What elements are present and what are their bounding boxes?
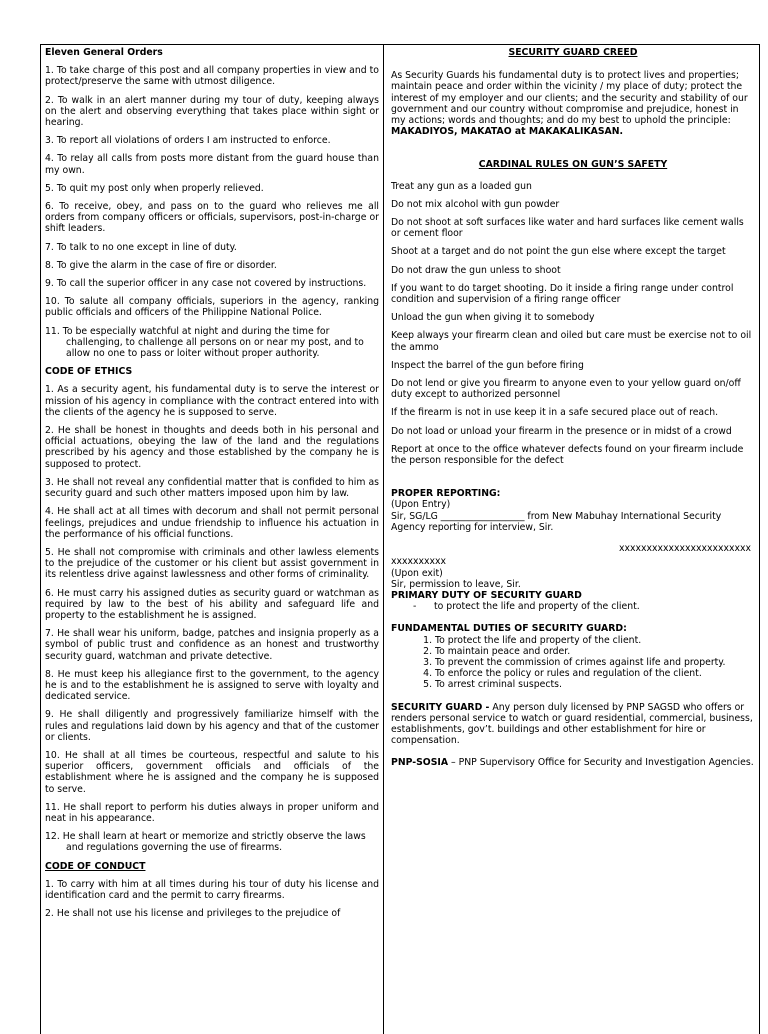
fundamental-duty-item: 5. To arrest criminal suspects. <box>435 679 755 690</box>
reporting-entry-line: Sir, SG/LG __________________ from New Mabuhay International Security Agency reporting for interview, Sir. <box>391 510 722 533</box>
gun-rule-item: Report at once to the office whatever defects found on your firearm include the person responsible for the defect <box>391 443 744 467</box>
conduct-item: 2. He shall not use his license and privileges to the prejudice of <box>45 908 341 920</box>
fundamental-duties-title: FUNDAMENTAL DUTIES OF SECURITY GUARD: <box>391 623 627 635</box>
gun-rule-item: If you want to do target shooting. Do it inside a firing range under control condition and supervision of a firing range officer <box>391 282 734 306</box>
general-order-item: 9. To call the superior officer in any case not covered by instructions. <box>45 278 367 290</box>
creed-motto: MAKADIYOS, MAKATAO at MAKAKALIKASAN. <box>391 126 624 138</box>
reporting-entry-label: (Upon Entry) <box>391 499 451 511</box>
gun-rule-item: Do not lend or give you firearm to anyone even to your yellow guard on/off duty except to authorized personnel <box>391 378 741 401</box>
gun-rule-item: If the firearm is not in use keep it in a safe secured place out of reach. <box>391 407 719 419</box>
ethics-item: 10. He shall at all times be courteous, respectful and salute to his superior officers, government officials and officials of the establishment where he is assigned and the company he is supposed to serve. <box>45 749 379 795</box>
gun-rule-item: Unload the gun when giving it to somebody <box>391 312 595 324</box>
gun-rule-item: Do not shoot at soft surfaces like water and hard surfaces like cement walls or cement floor <box>391 217 744 240</box>
reporting-separator-long: xxxxxxxxxxxxxxxxxxxxxxxx <box>618 543 751 555</box>
gun-rule-item: Shoot at a target and do not point the gun else where except the target <box>391 246 726 258</box>
general-order-item: 5. To quit my post only when properly relieved. <box>45 182 264 194</box>
general-order-item: 10. To salute all company officials, superiors in the agency, ranking public officials and officers of the Philippine National Police. <box>45 296 379 319</box>
reporting-exit-label: (Upon exit) <box>391 567 443 579</box>
pnp-sosia-term: PNP-SOSIA <box>391 757 449 769</box>
ethics-item: 1. As a security agent, his fundamental duty is to serve the interest or mission of his agency in compliance with the contract entered into with the clients of the agency he is supposed to serve. <box>45 384 379 418</box>
general-order-item: 4. To relay all calls from posts more distant from the guard house than my own. <box>45 153 379 176</box>
reporting-separator-short: xxxxxxxxxx <box>391 556 447 568</box>
conduct-item: 1. To carry with him at all times during his tour of duty his license and identification card and the permit to carry firearms. <box>45 878 379 901</box>
ethics-item: 12. He shall learn at heart or memorize and strictly observe the laws and regulations governing the use of firearms. <box>45 831 366 854</box>
general-order-item: 7. To talk to no one except in line of duty. <box>45 241 237 253</box>
code-of-ethics-title: CODE OF ETHICS <box>45 366 133 378</box>
fundamental-duties-list <box>391 635 755 691</box>
security-guard-def-text: Any person duly licensed by PNP SAGSD who offers or renders personal service to watch or guard residential, commercial, business, establishments, gov’t. buildings and other establishment for hire or compensation. <box>391 701 753 747</box>
primary-duty-title: PRIMARY DUTY OF SECURITY GUARD <box>391 589 582 601</box>
gun-rule-item: Keep always your firearm clean and oiled but care must be exercise not to oil the ammo <box>391 330 752 353</box>
fundamental-duty-item: 3. To prevent the commission of crimes against life and property. <box>435 657 755 668</box>
fundamental-duty-item: 2. To maintain peace and order. <box>435 646 755 657</box>
security-guard-term: SECURITY GUARD - <box>391 701 490 713</box>
ethics-item: 11. He shall report to perform his duties always in proper uniform and neat in his appearance. <box>45 801 379 824</box>
document-page <box>40 44 760 1034</box>
fundamental-duty-item: 4. To enforce the policy or rules and regulation of the client. <box>435 668 755 679</box>
general-orders-title: Eleven General Orders <box>45 47 163 58</box>
general-order-item: 2. To walk in an alert manner during my tour of duty, keeping always on the alert and observing everything that takes place within sight or hearing. <box>45 94 379 129</box>
left-column <box>41 45 384 1034</box>
general-order-item: 1. To take charge of this post and all company properties in view and to protect/preserve the same with utmost diligence. <box>45 65 379 88</box>
security-guard-definition <box>391 702 755 747</box>
general-order-item: 6. To receive, obey, and pass on to the guard who relieves me all orders from company officers or officials, supervisors, post-in-charge or shift leaders. <box>45 201 379 235</box>
ethics-item: 4. He shall act at all times with decorum and shall not permit personal feelings, prejudices and undue friendship to influence his actuation in the performance of his official functions. <box>45 506 379 540</box>
primary-duty-text: to protect the life and property of the client. <box>434 601 640 613</box>
gun-rule-item: Treat any gun as a loaded gun <box>391 180 532 192</box>
general-order-item: 11. To be especially watchful at night and during the time for challenging, to challenge all persons on or near my post, and to allow no one to pass or loiter without proper authority. <box>45 325 364 360</box>
ethics-item: 5. He shall not compromise with criminals and other lawless elements to the prejudice of the customer or his client but assist government in its relentless drive against lawlessness and other forms of criminality. <box>45 546 379 581</box>
ethics-item: 6. He must carry his assigned duties as security guard or watchman as required by law to the best of his ability and safeguard life and property to the establishment he is assigned. <box>45 587 379 621</box>
primary-duty-dash: - <box>413 601 417 613</box>
ethics-item: 9. He shall diligently and progressively familiarize himself with the rules and regulations laid down by his agency and that of the customer or clients. <box>45 709 379 743</box>
ethics-item: 3. He shall not reveal any confidential matter that is confided to him as security guard and such other matters imposed upon him by law. <box>45 476 379 500</box>
gun-safety-title: CARDINAL RULES ON GUN’S SAFETY <box>478 159 668 171</box>
pnp-sosia-def-text: – PNP Supervisory Office for Security and Investigation Agencies. <box>448 757 754 769</box>
code-of-conduct-title: CODE OF CONDUCT <box>45 860 146 872</box>
proper-reporting-title: PROPER REPORTING: <box>391 488 501 500</box>
ethics-item: 2. He shall be honest in thoughts and deeds both in his personal and official actuations, obeying the law of the land and the regulations prescribed by his agency and those established by the company he is supposed to protect. <box>45 425 379 470</box>
gun-rule-item: Do not load or unload your firearm in the presence or in midst of a crowd <box>391 425 732 437</box>
fundamental-duty-item: 1. To protect the life and property of the client. <box>435 635 755 646</box>
gun-rule-item: Do not draw the gun unless to shoot <box>391 264 561 276</box>
ethics-item: 7. He shall wear his uniform, badge, patches and insignia properly as a symbol of public trust and confidence as an honest and trustworthy security guard, watchman and private detective. <box>45 628 379 662</box>
ethics-item: 8. He must keep his allegiance first to the government, to the agency he is and to the establishment he is assigned to serve with loyalty and dedicated service. <box>45 668 379 703</box>
gun-rule-item: Inspect the barrel of the gun before firing <box>391 359 584 371</box>
reporting-exit-line: Sir, permission to leave, Sir. <box>391 578 521 590</box>
primary-duty-item <box>391 601 755 612</box>
general-order-item: 8. To give the alarm in the case of fire or disorder. <box>45 259 277 271</box>
right-column <box>384 45 759 1034</box>
security-guard-creed-title: SECURITY GUARD CREED <box>508 47 638 58</box>
creed-body: As Security Guards his fundamental duty is to protect lives and properties; maintain peace and order within the vicinity / my place of duty; protect the interest of my employer and our clients; and the security and stability of our government and our country without compromise and prejudice, honest in my actions; words and thoughts; and do my best to uphold the principle: <box>391 70 748 127</box>
gun-rule-item: Do not mix alcohol with gun powder <box>391 198 560 210</box>
general-order-item: 3. To report all violations of orders I am instructed to enforce. <box>45 135 331 147</box>
pnp-sosia-definition <box>391 757 755 768</box>
